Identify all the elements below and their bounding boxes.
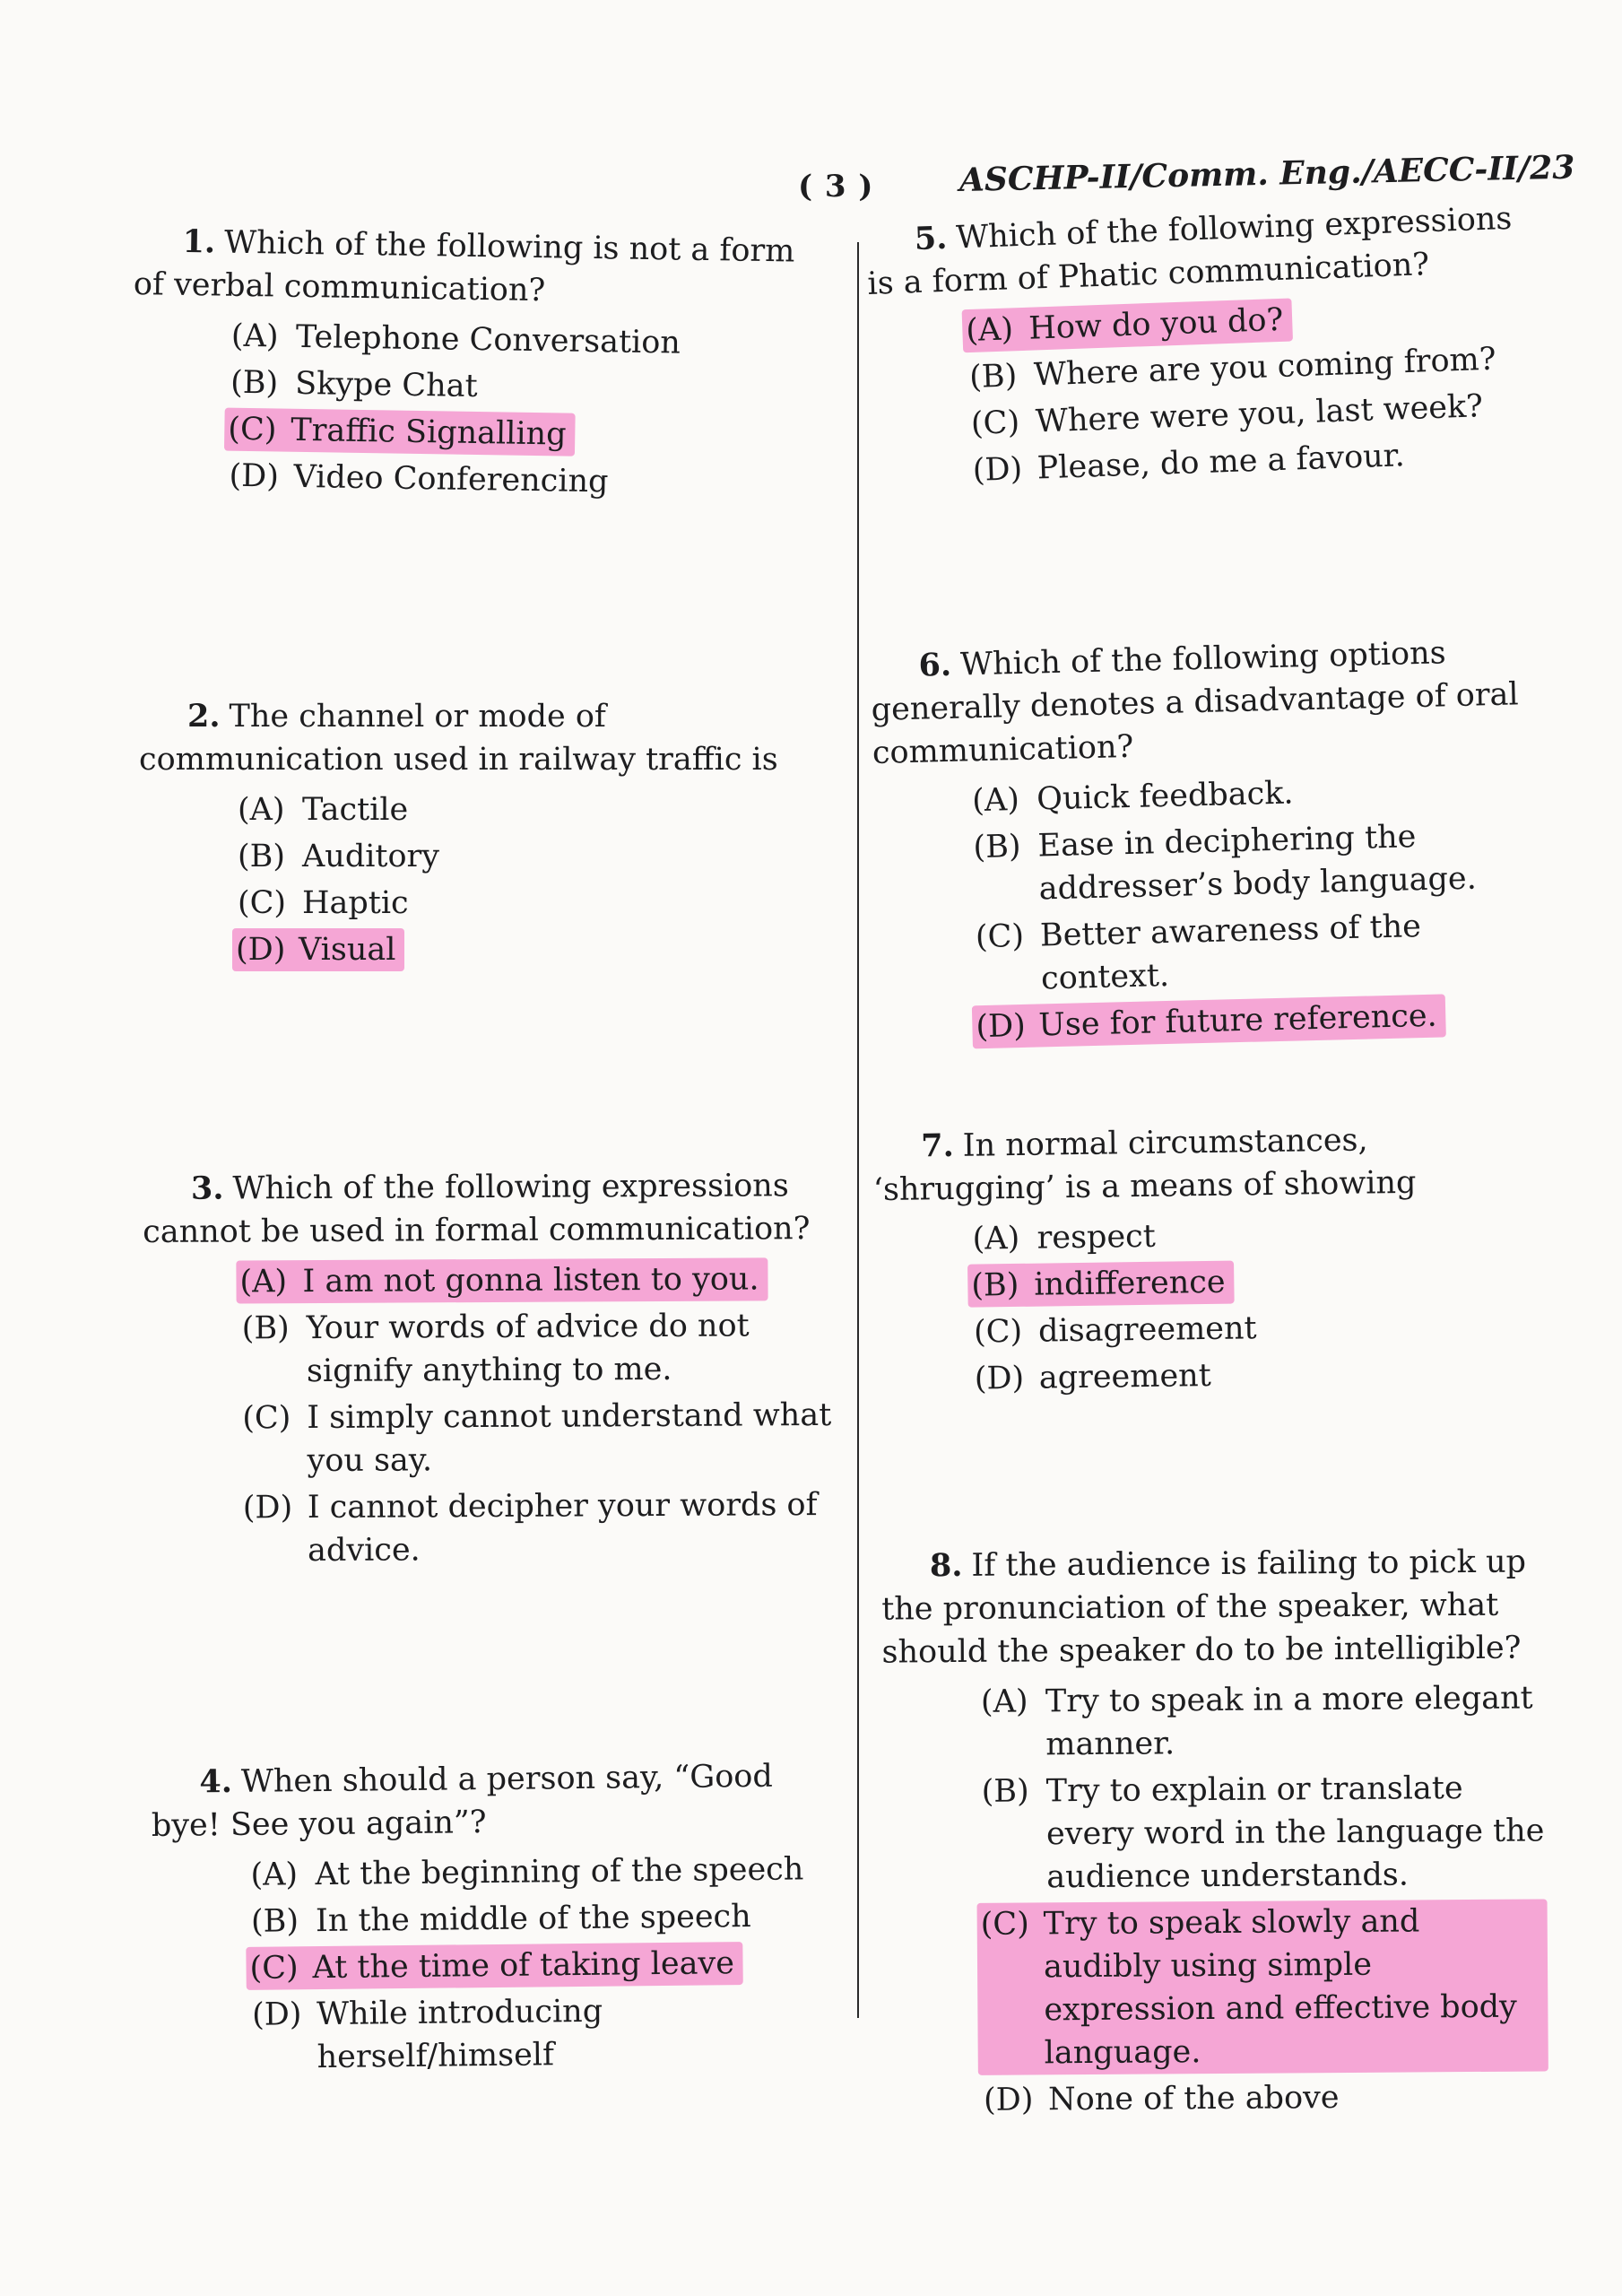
question-number: 4. [199, 1763, 233, 1801]
option-b: (B) Skype Chat [230, 364, 478, 405]
column-divider [857, 242, 859, 2018]
question-number: 2. [187, 698, 221, 735]
option-c: (C) disagreement [973, 1310, 1257, 1351]
option-a-highlighted: (A) How do you do? [967, 290, 1533, 352]
question-2 [139, 695, 820, 975]
question-number: 8. [929, 1546, 963, 1585]
question-text: In normal circumstances, ‘shrugging’ is a means of showing [872, 1122, 1417, 1209]
option-c: (C) I simply cannot understand what you say. [242, 1396, 832, 1480]
option-c: (C) Haptic [238, 885, 409, 921]
option-b: (B) Try to explain or translate every word in the language the audience understands. [981, 1770, 1545, 1896]
option-b: (B) Auditory [238, 839, 440, 874]
question-number: 1. [182, 222, 216, 261]
option-d: (D) agreement [974, 1357, 1212, 1397]
option-d: (D) Please, do me a favour. [972, 438, 1406, 489]
option-d-highlighted: (D) Use for future reference. [977, 992, 1543, 1048]
option-a: (A) respect [972, 1218, 1157, 1257]
option-b-highlighted: (B) indifference [973, 1257, 1539, 1308]
option-d: (D) While introducing herself/himself [251, 1993, 603, 2076]
option-b: (B) Your words of advice do not signify anything to me. [241, 1308, 750, 1390]
option-a: (A) Tactile [238, 792, 409, 828]
question-text: When should a person say, “Good bye! See you again”? [151, 1758, 773, 1844]
option-d: (D) I cannot decipher your words of advice. [242, 1487, 818, 1570]
question-4 [151, 1754, 836, 2084]
page-number: ( 3 ) [798, 169, 874, 204]
question-number: 6. [918, 646, 952, 684]
option-d-highlighted: (D) Visual [238, 928, 820, 971]
question-number: 3. [190, 1170, 224, 1207]
question-3 [143, 1164, 835, 1577]
option-c: (C) Where were you, last week? [970, 388, 1484, 443]
option-b: (B) Where are you coming from? [968, 341, 1497, 396]
question-text: The channel or mode of communication used in railway traffic is [139, 699, 778, 778]
option-c-highlighted: (C) Traffic Signalling [230, 408, 813, 460]
option-a: (A) Try to speak in a more elegant manner. [980, 1680, 1533, 1763]
option-a: (A) Quick feedback. [971, 775, 1295, 820]
question-text: If the audience is failing to pick up the pronunciation of the speaker, what should the speaker do to be intelligible? [881, 1544, 1527, 1671]
option-a-highlighted: (A) I am not gonna listen to you. [241, 1257, 833, 1303]
question-text: Which of the following options generally denotes a disadvantage of oral communication? [871, 635, 1520, 771]
question-8 [881, 1540, 1549, 2126]
option-b: (B) Ease in deciphering the addresser’s body language. [973, 819, 1478, 908]
question-text: Which of the following expressions is a form of Phatic communication? [866, 200, 1513, 302]
option-c: (C) Better awareness of the context. [975, 909, 1422, 997]
option-c-highlighted: (C) Try to speak slowly and audibly using simple expression and effective body language. [983, 1899, 1548, 2074]
option-b: (B) In the middle of the speech [250, 1898, 751, 1940]
question-5 [865, 196, 1538, 500]
question-1 [130, 220, 816, 510]
option-d: (D) None of the above [983, 2080, 1340, 2118]
question-number: 5. [914, 219, 949, 258]
question-number: 7. [920, 1126, 955, 1165]
option-c-highlighted: (C) At the time of taking leave [251, 1941, 834, 1990]
question-6 [870, 630, 1543, 1055]
option-a: (A) Telephone Conversation [230, 317, 681, 361]
option-a: (A) At the beginning of the speech [250, 1851, 804, 1893]
question-text: Which of the following is not a form of verbal communication? [133, 224, 795, 309]
option-d: (D) Video Conferencing [229, 457, 609, 500]
question-text: Which of the following expressions cannot be used in formal communication? [143, 1168, 811, 1251]
paper-code: ASCHP-II/Comm. Eng./AECC-II/23 [958, 148, 1575, 199]
question-7 [872, 1117, 1540, 1405]
